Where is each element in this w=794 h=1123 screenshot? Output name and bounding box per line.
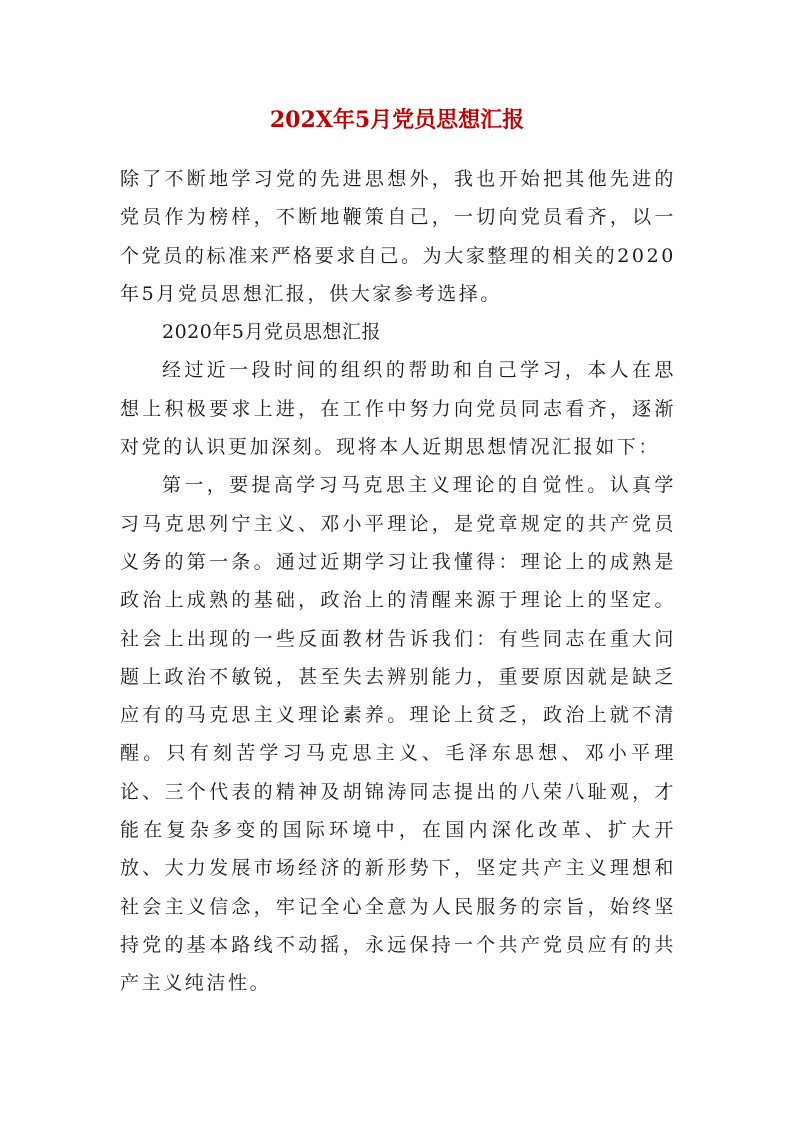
body-paragraph-2: 第一，要提高学习马克思主义理论的自觉性。认真学习马克思列宁主义、邓小平理论，是党章规定的共产党员义务的第一条。通过近期学习让我懂得：理论上的成熟是政治上成熟的基础，政治上的清醒来源于理论上的坚定。社会上出现的一些反面教材告诉我们：有些同志在重大问题上政治不敏锐，甚至失去辨别能力，重要原因就是缺乏应有的马克思主义理论素养。理论上贫乏，政治上就不清醒。只有刻苦学习马克思主义、毛泽东思想、邓小平理论、三个代表的精神及胡锦涛同志提出的八荣八耻观，才能在复杂多变的国际环境中，在国内深化改革、扩大开放、大力发展市场经济的新形势下，坚定共产主义理想和社会主义信念，牢记全心全意为人民服务的宗旨，始终坚持党的基本路线不动摇，永远保持一个共产党员应有的共产主义纯洁性。	[120, 474, 676, 995]
intro-paragraph: 除了不断地学习党的先进思想外，我也开始把其他先进的党员作为榜样，不断地鞭策自己，一切向党员看齐，以一个党员的标准来严格要求自己。为大家整理的相关的2020年5月党员思想汇报，供大家参考选择。	[120, 168, 676, 305]
document-title: 202X年5月党员思想汇报	[269, 107, 525, 133]
section-heading: 2020年5月党员思想汇报	[162, 321, 381, 344]
document-body	[120, 160, 676, 1003]
body-paragraph-1: 经过近一段时间的组织的帮助和自己学习，本人在思想上积极要求上进，在工作中努力向党员同志看齐，逐渐对党的认识更加深刻。现将本人近期思想情况汇报如下：	[120, 359, 676, 459]
